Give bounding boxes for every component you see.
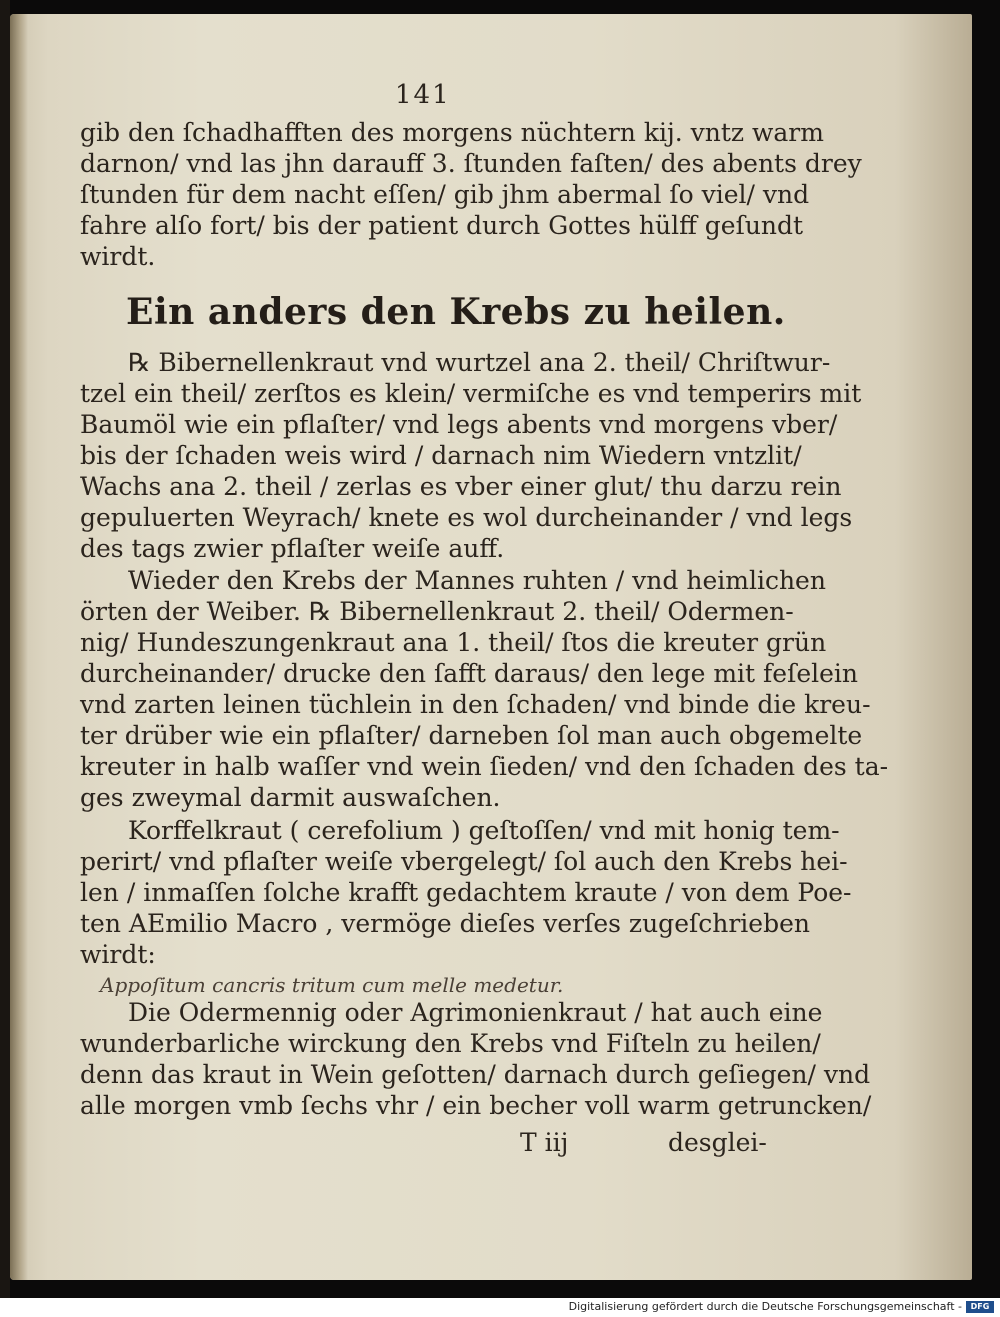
text-line: wirdt. [80, 242, 156, 271]
text-line: perirt/ vnd pflaſter weiſe vbergelegt/ ſol auch den Krebs hei- [80, 847, 848, 876]
text-line: darnon/ vnd las jhn darauff 3. ſtunden faſten/ des abents drey [80, 149, 862, 178]
text-line: fahre alſo fort/ bis der patient durch Gottes hülff geſundt [80, 211, 804, 240]
text-line: ſtunden für dem nacht eſſen/ gib jhm abermal ſo viel/ vnd [80, 180, 810, 209]
text-line: ter drüber wie ein pflaſter/ darneben ſol man auch obgemelte [80, 721, 863, 750]
text-line: gepuluerten Weyrach/ knete es wol durcheinander / vnd legs [80, 503, 853, 532]
text-line: Die Odermennig oder Agrimonienkraut / hat auch eine [128, 998, 823, 1027]
text-line: wirdt: [80, 940, 156, 969]
digitization-credit: Digitalisierung gefördert durch die Deutsche Forschungsgemeinschaft - [568, 1300, 962, 1313]
catchword: desglei- [668, 1128, 767, 1157]
latin-quotation: Appoſitum cancris tritum cum melle medetur. [100, 973, 564, 997]
text-line: örten der Weiber. ℞ Bibernellenkraut 2. theil/ Odermen- [80, 597, 794, 626]
section-heading: Ein anders den Krebs zu heilen. [126, 291, 786, 333]
dfg-logo: DFG [966, 1301, 994, 1313]
text-line: Baumöl wie ein pflaſter/ vnd legs abents vnd morgens vber/ [80, 410, 838, 439]
text-line: kreuter in halb waſſer vnd wein ſieden/ vnd den ſchaden des ta- [80, 752, 889, 781]
text-line: ten AEmilio Macro , vermöge dieſes verſes zugeſchrieben [80, 909, 810, 938]
signature-mark: T iij [520, 1128, 569, 1157]
text-line: nig/ Hundeszungenkraut ana 1. theil/ ſtos die kreuter grün [80, 628, 827, 657]
text-line: Wieder den Krebs der Mannes ruhten / vnd heimlichen [128, 566, 826, 595]
text-line: ges zweymal darmit auswaſchen. [80, 783, 501, 812]
text-line: des tags zwier pflaſter weiſe auff. [80, 534, 505, 563]
text-line: wunderbarliche wirckung den Krebs vnd Fiſteln zu heilen/ [80, 1029, 821, 1058]
text-line: ℞ Bibernellenkraut vnd wurtzel ana 2. theil/ Chriſtwur- [128, 348, 831, 377]
page-number: 141 [395, 80, 451, 110]
footer-bar [0, 1298, 1000, 1317]
book-page [10, 14, 972, 1280]
text-line: denn das kraut in Wein geſotten/ darnach durch geſiegen/ vnd [80, 1060, 871, 1089]
text-line: len / inmaſſen ſolche krafft gedachtem kraute / von dem Poe- [80, 878, 852, 907]
text-line: durcheinander/ drucke den ſafft daraus/ den lege mit feſelein [80, 659, 859, 688]
text-line: Korffelkraut ( cerefolium ) geſtoſſen/ vnd mit honig tem- [128, 816, 840, 845]
text-line: vnd zarten leinen tüchlein in den ſchaden/ vnd binde die kreu- [80, 690, 871, 719]
text-line: bis der ſchaden weis wird / darnach nim Wiedern vntzlit/ [80, 441, 802, 470]
text-line: alle morgen vmb ſechs vhr / ein becher voll warm getruncken/ [80, 1091, 872, 1120]
binding-edge [0, 0, 10, 1298]
text-line: Wachs ana 2. theil / zerlas es vber einer glut/ thu darzu rein [80, 472, 842, 501]
text-line: gib den ſchadhafften des morgens nüchtern kij. vntz warm [80, 118, 824, 147]
text-line: tzel ein theil/ zerſtos es klein/ vermiſche es vnd temperirs mit [80, 379, 862, 408]
